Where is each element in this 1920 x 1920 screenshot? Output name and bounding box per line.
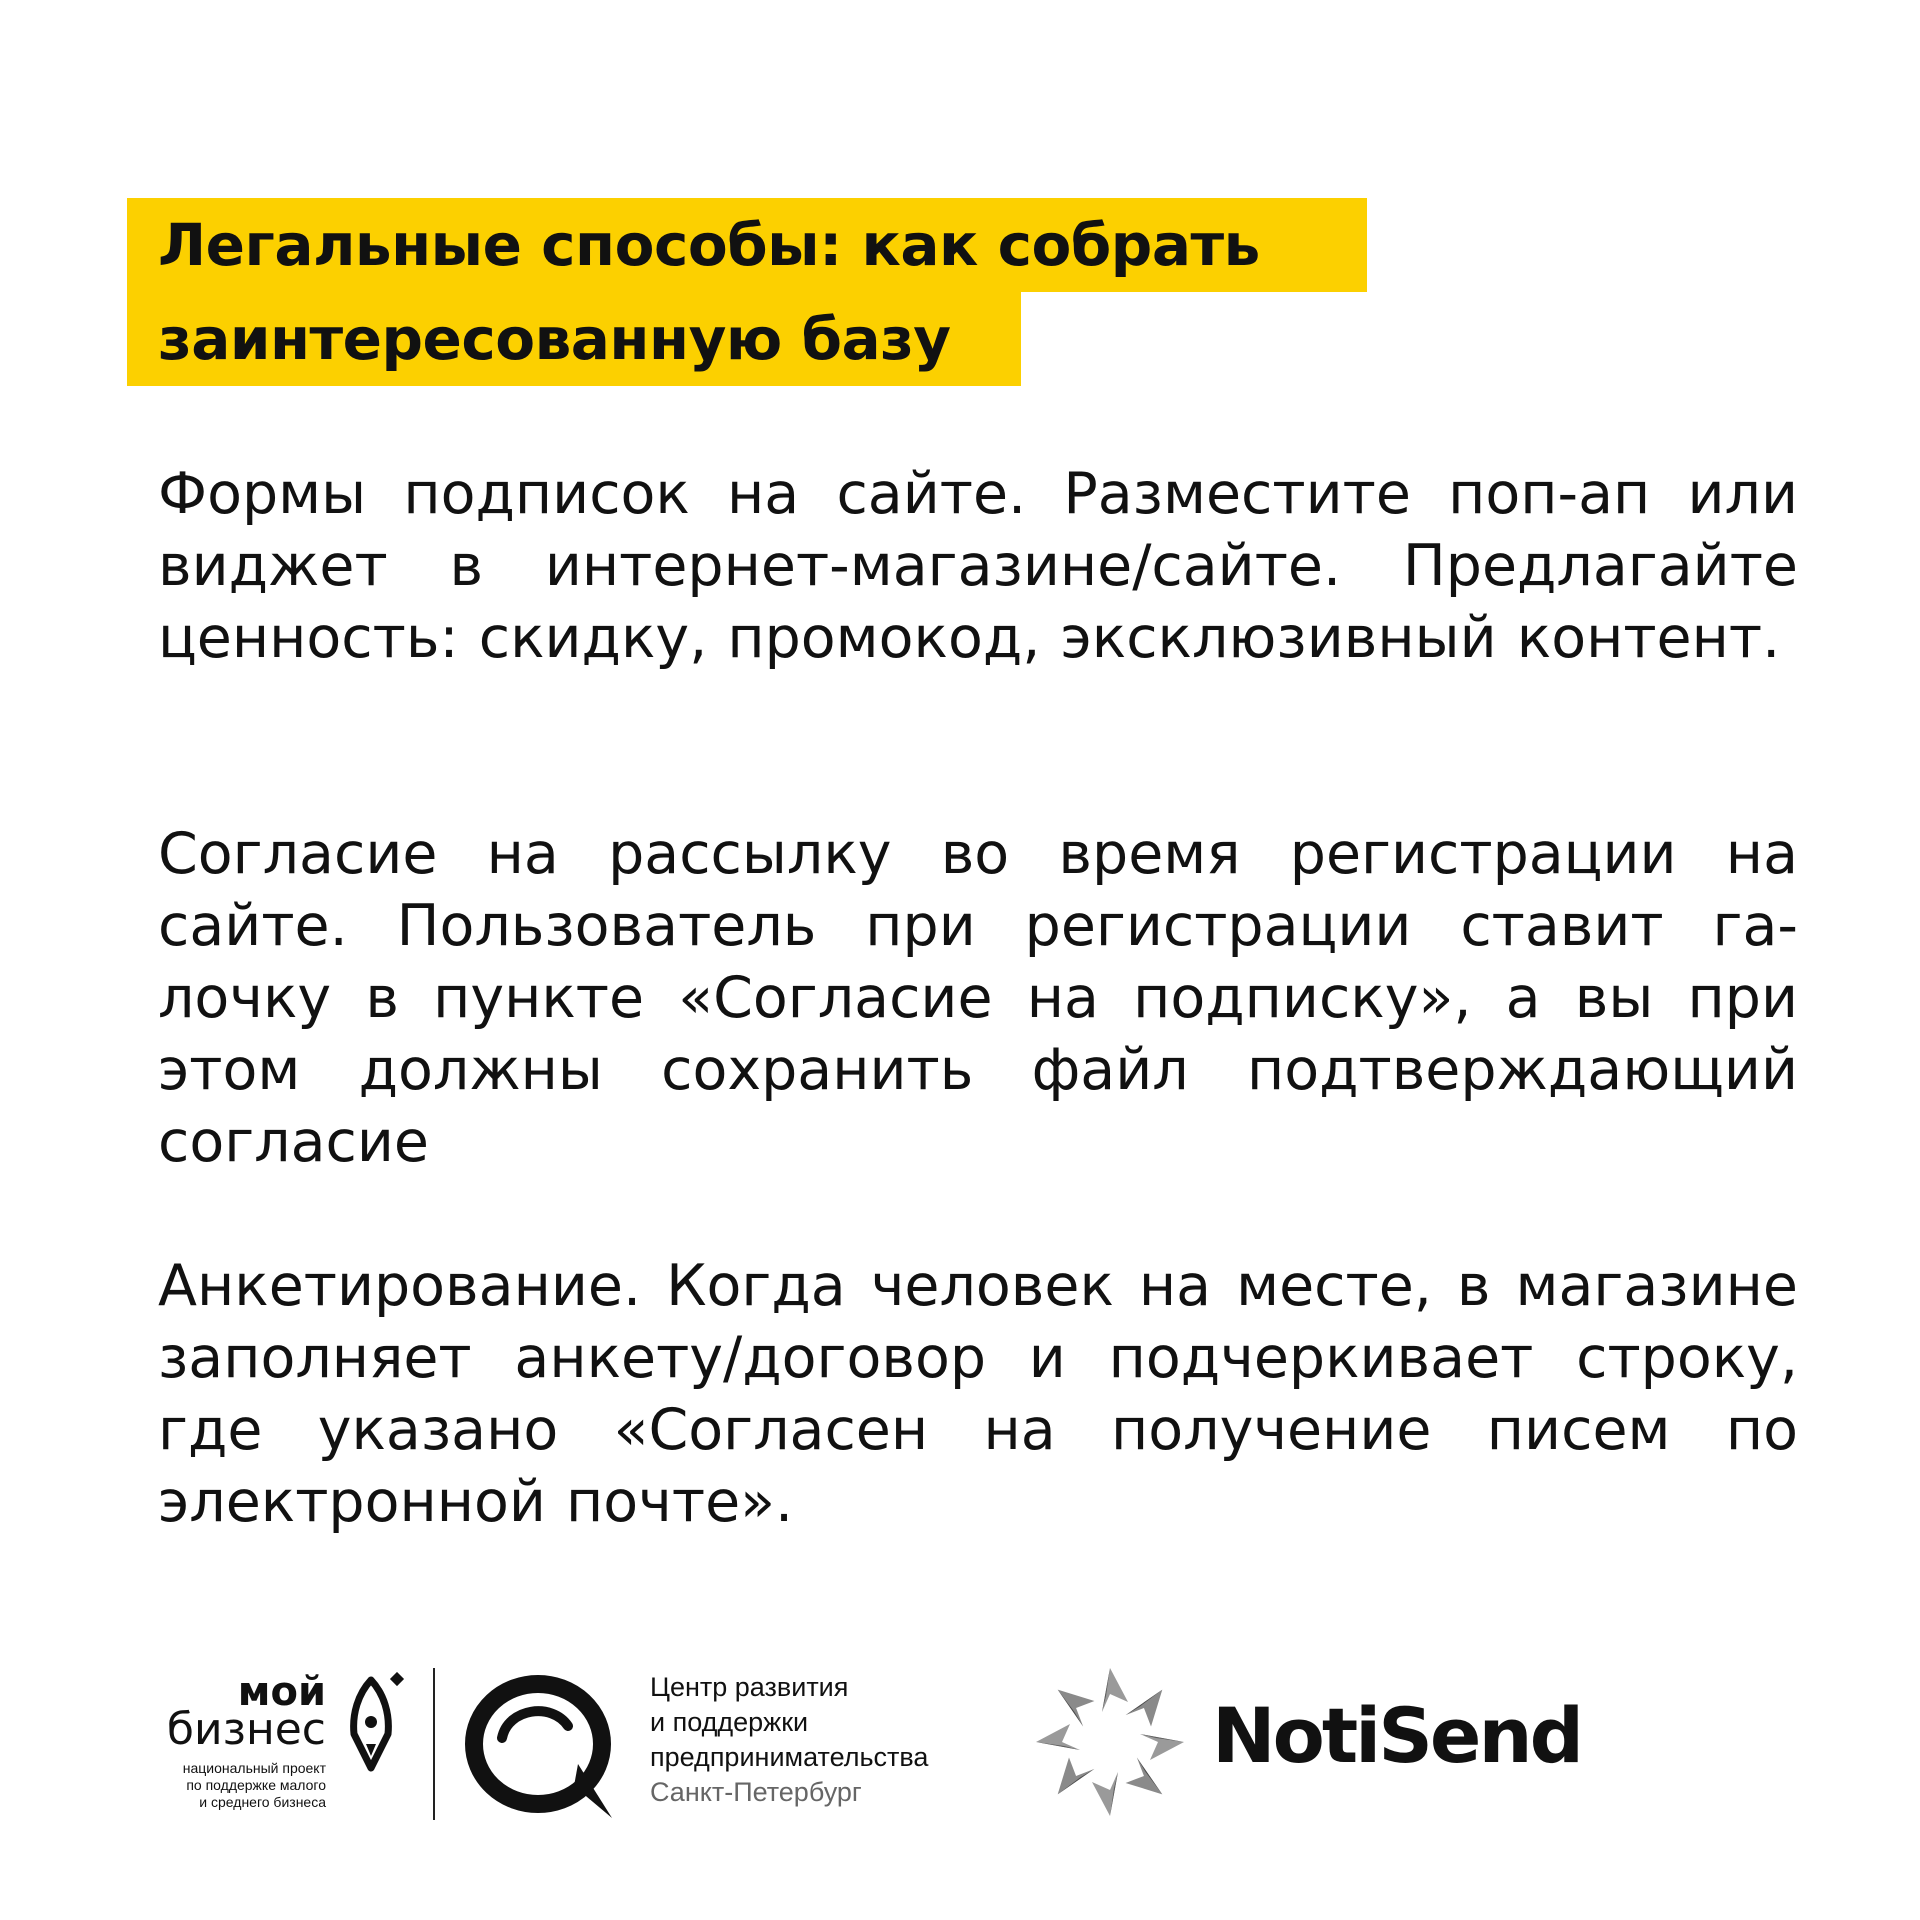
center-logo-line: предпринимательства bbox=[650, 1742, 929, 1772]
notisend-paper-plane-icon bbox=[1030, 1662, 1190, 1822]
rocket-icon bbox=[336, 1672, 406, 1782]
center-logo-line: и поддержки bbox=[650, 1707, 809, 1737]
paragraph-questionnaire: Анкетирование. Когда человек на месте, в магазине заполняет анкету/договор и подчеркивает строку, где указано «Согласен на получение писем по электронной почте». bbox=[158, 1253, 1798, 1535]
moy-biznes-subtitle bbox=[126, 1760, 326, 1811]
heading-line-1: Легальные способы: как собрать bbox=[127, 198, 1367, 292]
logo-divider bbox=[433, 1668, 435, 1820]
notisend-wordmark: NotiSend bbox=[1212, 1691, 1581, 1780]
center-logo-text bbox=[650, 1670, 928, 1810]
moy-biznes-logo bbox=[160, 1669, 410, 1822]
moy-biznes-word-2: бизнес bbox=[166, 1704, 326, 1755]
heading-line-2: заинтересованную базу bbox=[127, 292, 1021, 386]
paragraph-subscription-forms: Формы подписок на сайте. Разместите поп-ап или виджет в интернет-магазине/сайте. Предлагайте ценность: скидку, промокод, эксклюзивный контент. bbox=[158, 461, 1798, 671]
speech-bubble-icon bbox=[462, 1668, 622, 1828]
moy-biznes-word-1: мой bbox=[237, 1669, 326, 1715]
paragraph-registration-consent: Согласие на рассылку во время регистрации на сайте. Пользователь при регистрации ставит галочку в пункте «Согласие на подписку», а вы при этом должны сохранить файл подтверждающий согласие bbox=[158, 821, 1798, 1175]
center-logo-city: Санкт-Петербург bbox=[650, 1777, 862, 1807]
moy-biznes-subtitle-line: национальный проект bbox=[182, 1760, 326, 1776]
moy-biznes-subtitle-line: и среднего бизнеса bbox=[199, 1794, 326, 1810]
center-logo-line: Центр развития bbox=[650, 1672, 849, 1702]
moy-biznes-subtitle-line: по поддержке малого bbox=[186, 1777, 326, 1793]
